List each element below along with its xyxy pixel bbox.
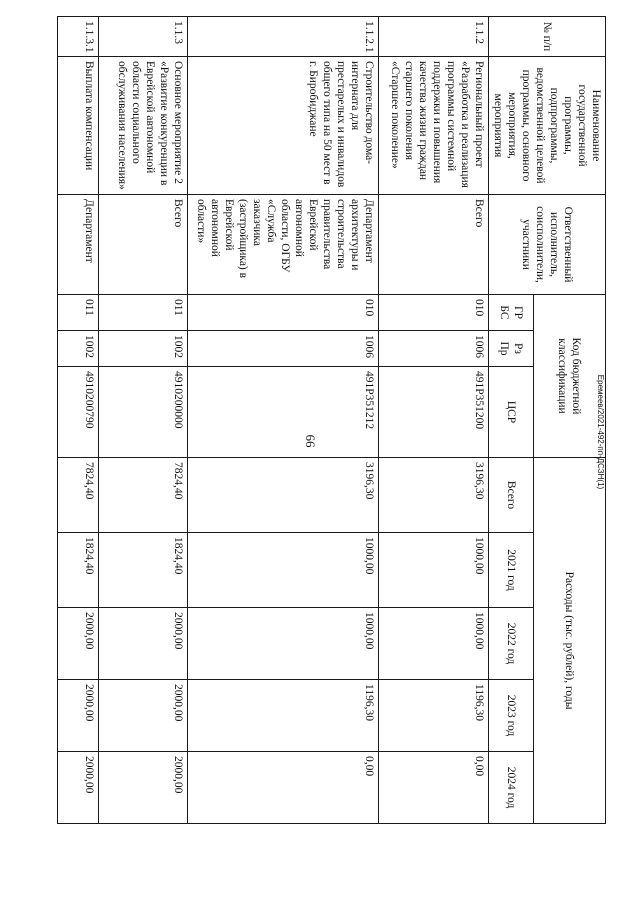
row-num: 1.1.2 [378, 17, 488, 57]
row-total: 3196,30 [188, 458, 379, 533]
header-csr: ЦСР [488, 367, 533, 458]
row-rzpr: 1002 [57, 331, 98, 367]
row-2024: 2000,00 [98, 752, 188, 824]
rotated-table-container [80, 16, 606, 823]
row-2021: 1824,40 [98, 533, 188, 608]
header-2023: 2023 год [488, 680, 533, 752]
row-executor: Всего [98, 195, 188, 295]
row-num: 1.1.2.1 [188, 17, 379, 57]
row-grbs: 011 [98, 295, 188, 331]
header-rzpr: Рз Пр [488, 331, 533, 367]
row-num: 1.1.3.1 [57, 17, 98, 57]
row-name: Строительство дома-интерната для престарелых и инвалидов общего типа на 50 мест в г. Биробиджане [188, 57, 379, 195]
row-name: Региональный проект «Разработка и реализация программы системной поддержки и повышения качества жизни граждан старшего поколения «Старшее поколение» [378, 57, 488, 195]
row-2021: 1824,40 [57, 533, 98, 608]
row-2022: 2000,00 [98, 608, 188, 680]
header-num: № п/п [488, 17, 605, 57]
header-grbs: ГР БС [488, 295, 533, 331]
row-2024: 2000,00 [57, 752, 98, 824]
table-row [378, 17, 488, 824]
row-csr: 4910200790 [57, 367, 98, 458]
row-executor: Всего [378, 195, 488, 295]
table-row [57, 17, 98, 824]
row-name: Выплата компенсации [57, 57, 98, 195]
row-grbs: 010 [188, 295, 379, 331]
header-2021: 2021 год [488, 533, 533, 608]
header-expenses: Расходы (тыс. рублей), годы [533, 458, 605, 824]
row-2022: 1000,00 [188, 608, 379, 680]
row-grbs: 011 [57, 295, 98, 331]
row-2023: 1196,30 [188, 680, 379, 752]
row-rzpr: 1006 [188, 331, 379, 367]
row-name: Основное мероприятие 2 «Развитие конкуренции в Еврейской автономной области социального обслуживания населения» [98, 57, 188, 195]
row-2021: 1000,00 [378, 533, 488, 608]
page-number: 66 [303, 434, 318, 448]
row-csr: 491P351200 [378, 367, 488, 458]
header-2022: 2022 год [488, 608, 533, 680]
row-rzpr: 1002 [98, 331, 188, 367]
row-2021: 1000,00 [188, 533, 379, 608]
row-executor: Департамент [57, 195, 98, 295]
table-row [98, 17, 188, 824]
row-executor: Департамент архитектуры и строительства правительства Еврейской автономной области, ОГБУ «Служба заказчика (застройщика) в Еврейской автономной области» [188, 195, 379, 295]
document-code: Еремеев/2021-492-пп-ДСЗН(1) [596, 374, 605, 490]
header-total: Всего [488, 458, 533, 533]
row-csr: 491P351212 [188, 367, 379, 458]
header-name: Наименование государственной программы, подпрограммы, ведомственной целевой программы, основного мероприятия, мероприятия [488, 57, 605, 195]
row-2024: 0,00 [188, 752, 379, 824]
header-row-1 [533, 17, 605, 824]
row-num: 1.1.3 [98, 17, 188, 57]
row-2022: 2000,00 [57, 608, 98, 680]
header-2024: 2024 год [488, 752, 533, 824]
row-2023: 2000,00 [98, 680, 188, 752]
row-2022: 1000,00 [378, 608, 488, 680]
row-grbs: 010 [378, 295, 488, 331]
table-row [188, 17, 379, 824]
row-2023: 2000,00 [57, 680, 98, 752]
row-total: 7824,40 [98, 458, 188, 533]
row-total: 3196,30 [378, 458, 488, 533]
row-csr: 4910200000 [98, 367, 188, 458]
row-2024: 0,00 [378, 752, 488, 824]
header-budget-code: Код бюджетной классификации [533, 295, 605, 458]
row-rzpr: 1006 [378, 331, 488, 367]
row-2023: 1196,30 [378, 680, 488, 752]
budget-table [57, 16, 606, 824]
row-total: 7824,40 [57, 458, 98, 533]
header-executor: Ответственный исполнитель, соисполнители, участники [488, 195, 605, 295]
